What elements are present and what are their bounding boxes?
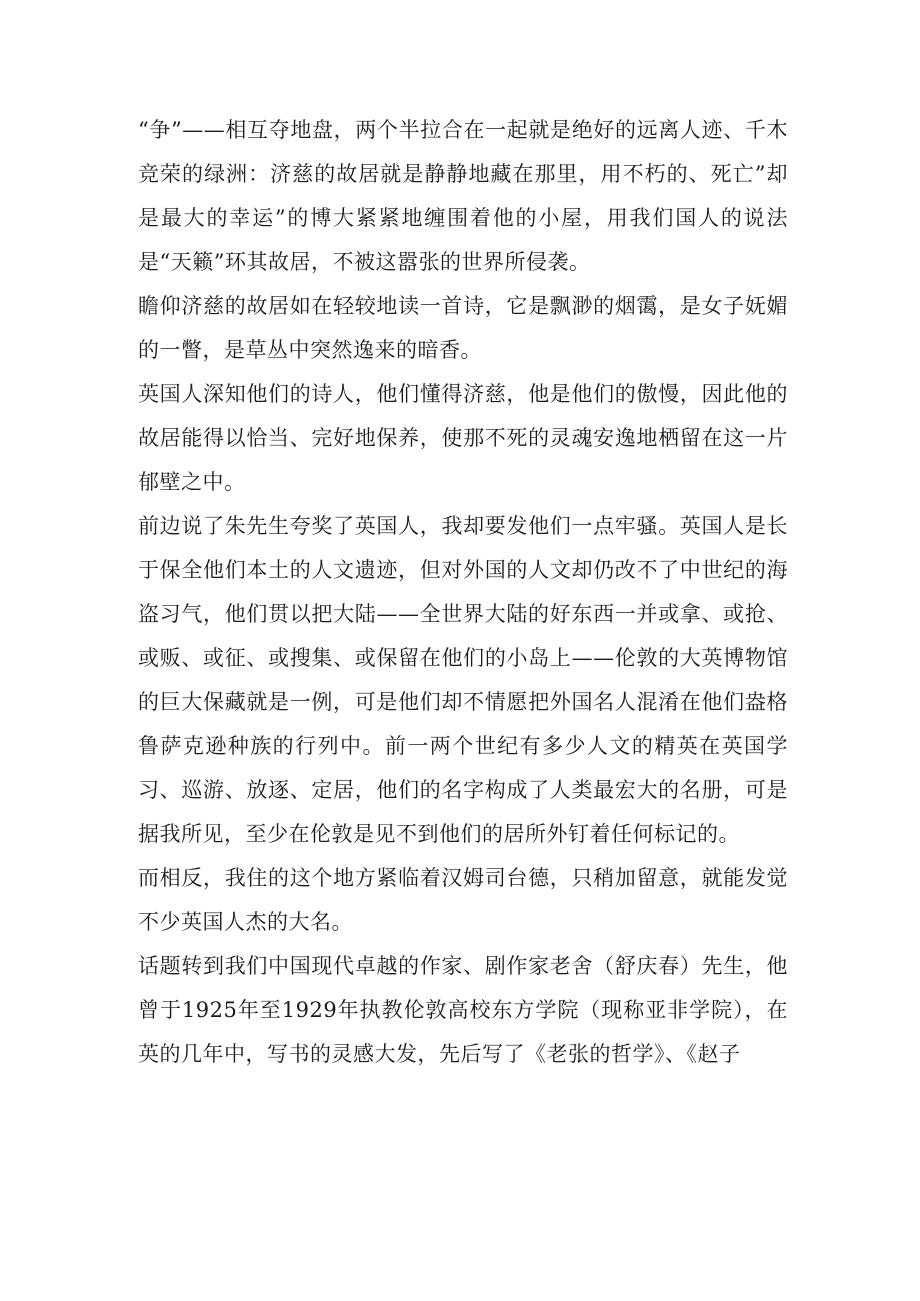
paragraph-5: 而相反，我住的这个地方紧临着汉姆司台德，只稍加留意，就能发觉不少英国人杰的大名。 [138,866,788,934]
paragraph-2: 瞻仰济慈的故居如在轻较地读一首诗，它是飘渺的烟霭，是女子妩媚的一瞥，是草丛中突然逸来的暗香。 [138,294,788,362]
paragraph-6: 话题转到我们中国现代卓越的作家、剧作家老舍（舒庆春）先生，他曾于1925年至1929年执教伦敦高校东方学院（现称亚非学院），在英的几年中，写书的灵感大发，先后写了《老张的哲学》、《赵子 [138,954,788,1066]
paragraph-1: “争”——相互夺地盘，两个半拉合在一起就是绝好的远离人迹、千木竞荣的绿洲：济慈的故居就是静静地藏在那里，用不朽的、死亡”却是最大的幸运”的博大紧紧地缠围着他的小屋，用我们国人的说法是“天籁”环其故居，不被这嚣张的世界所侵袭。 [138,118,788,274]
paragraph-3: 英国人深知他们的诗人，他们懂得济慈，他是他们的傲慢，因此他的故居能得以恰当、完好地保养，使那不死的灵魂安逸地栖留在这一片郁壁之中。 [138,382,788,494]
document-body [138,108,788,1076]
paragraph-4: 前边说了朱先生夸奖了英国人，我却要发他们一点牢骚。英国人是长于保全他们本土的人文遗迹，但对外国的人文却仍改不了中世纪的海盗习气，他们贯以把大陆——全世界大陆的好东西一并或拿、或抢、或贩、或征、或搜集、或保留在他们的小岛上——伦敦的大英博物馆的巨大保藏就是一例，可是他们却不情愿把外国名人混淆在他们盎格鲁萨克逊种族的行列中。前一两个世纪有多少人文的精英在英国学习、巡游、放逐、定居，他们的名字构成了人类最宏大的名册，可是据我所见，至少在伦敦是见不到他们的居所外钉着任何标记的。 [138,514,788,846]
